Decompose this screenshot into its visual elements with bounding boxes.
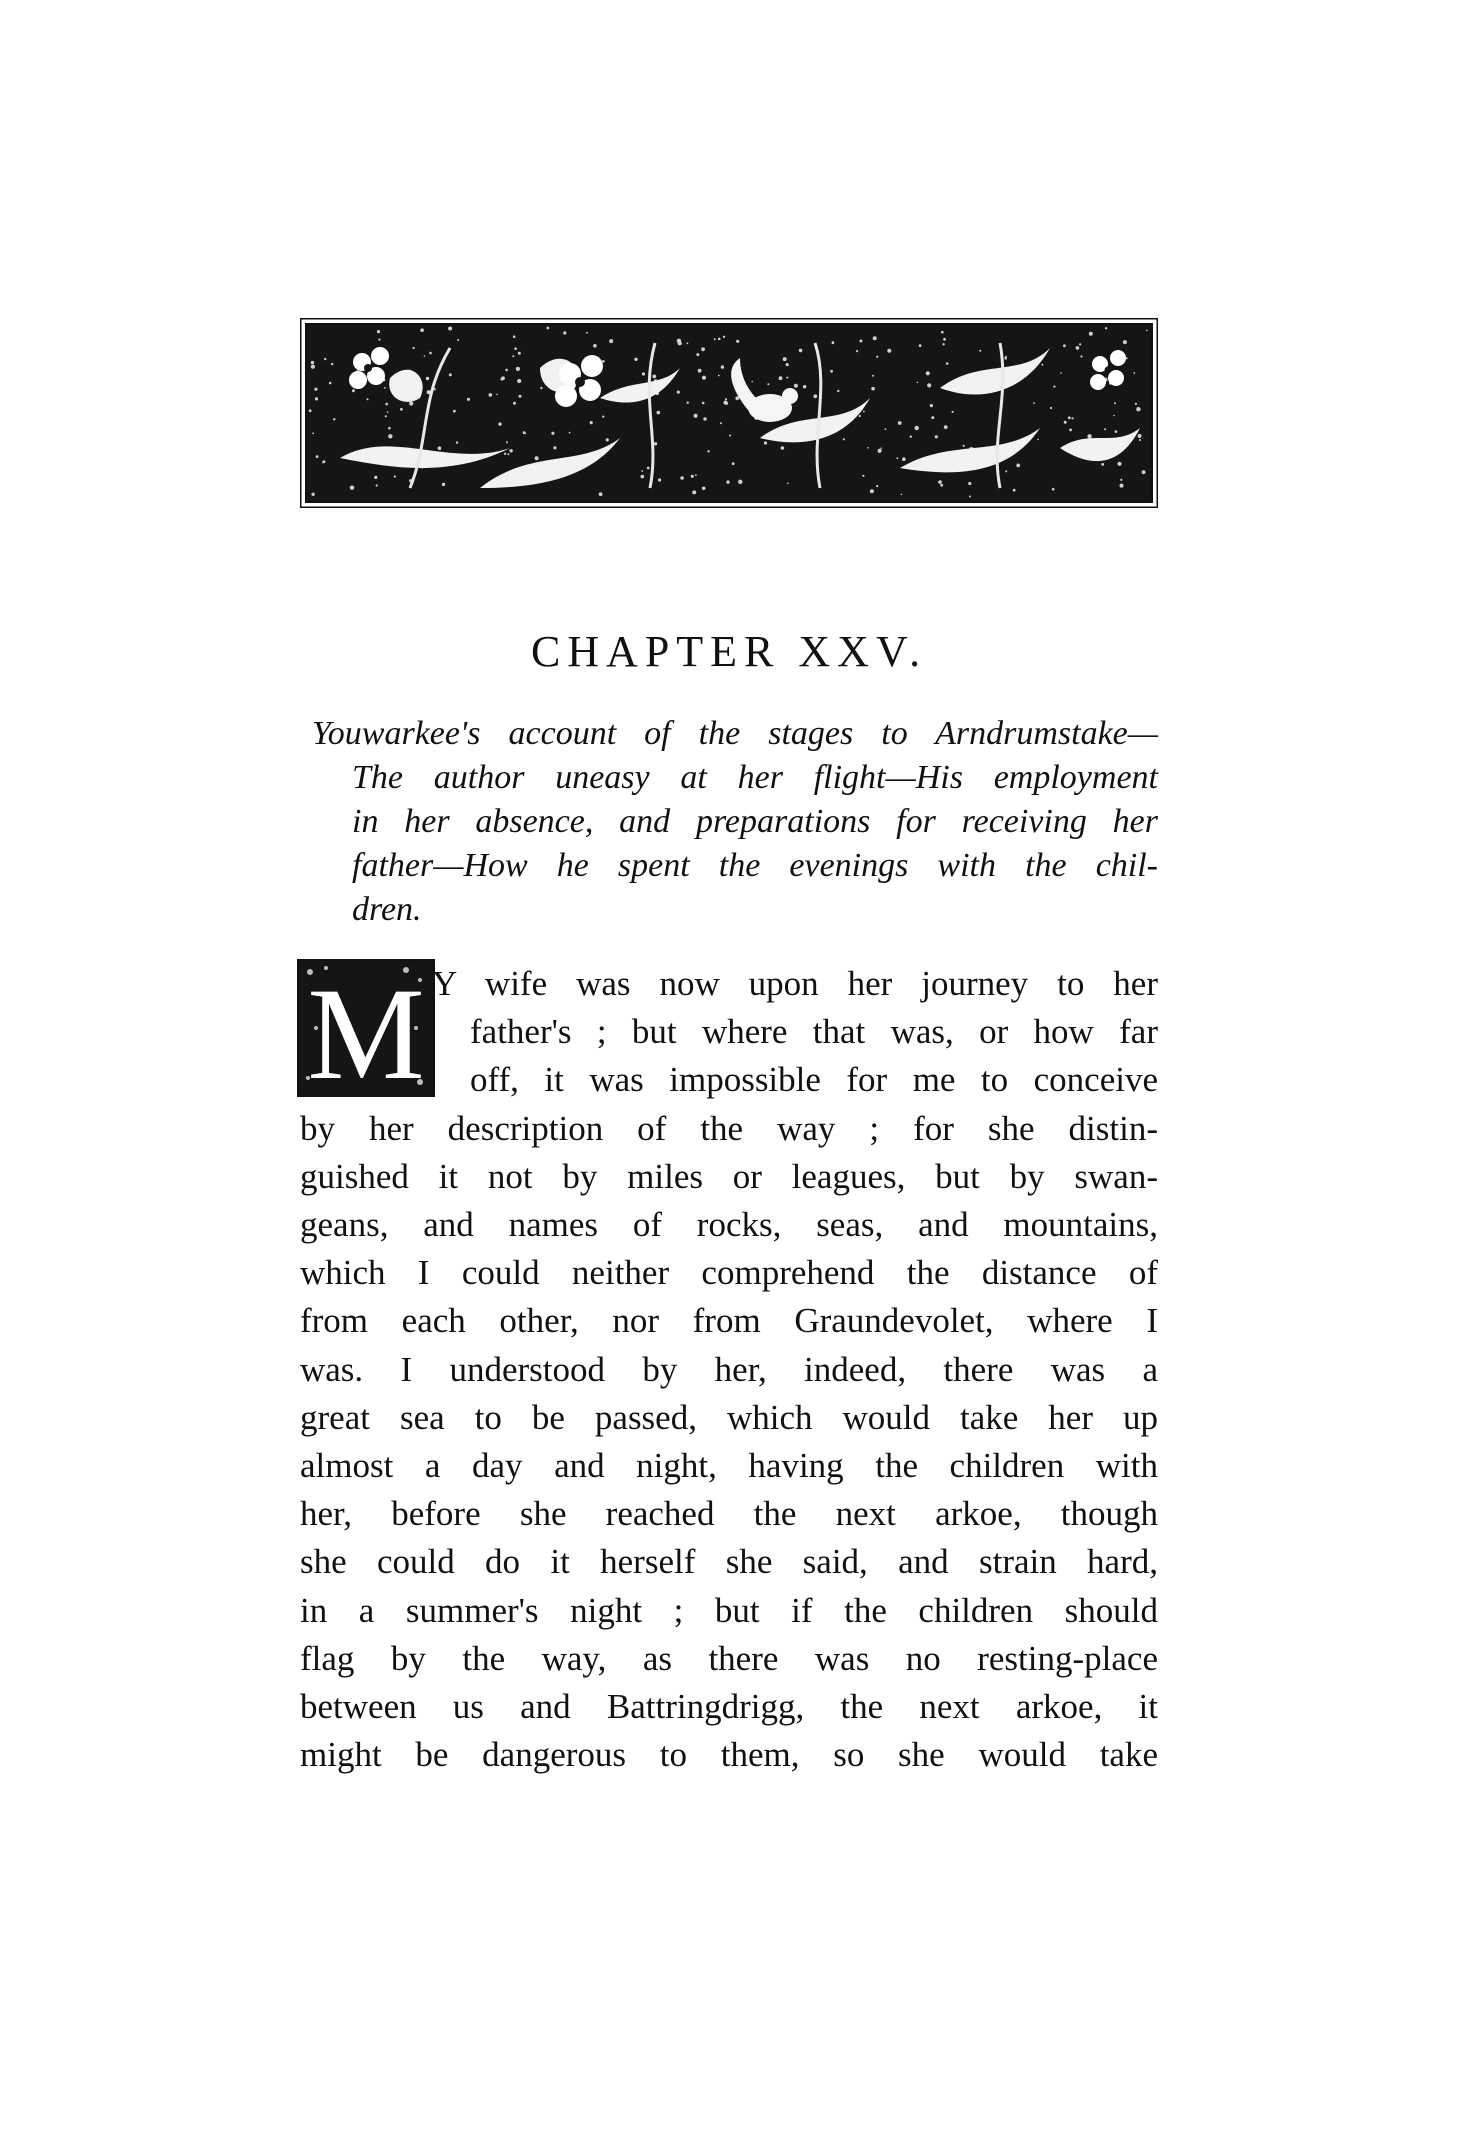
body-line: was. I understood by her, indeed, there was a — [300, 1349, 1158, 1389]
body-paragraph — [300, 960, 1158, 1779]
synopsis-line: The author uneasy at her flight—His employment — [352, 759, 1158, 796]
body-line: in a summer's night ; but if the children should — [300, 1590, 1158, 1630]
floral-headpiece-ornament — [300, 318, 1158, 508]
chapter-synopsis — [312, 712, 1158, 932]
synopsis-line: Youwarkee's account of the stages to Arndrumstake— — [312, 715, 1158, 752]
body-line: great sea to be passed, which would take her up — [300, 1397, 1158, 1437]
synopsis-line: father—How he spent the evenings with the chil- — [352, 847, 1158, 884]
body-line: which I could neither comprehend the distance of — [300, 1253, 1158, 1293]
synopsis-line: dren. — [352, 891, 422, 928]
body-line: almost a day and night, having the children with — [300, 1446, 1158, 1486]
body-line: her, before she reached the next arkoe, though — [300, 1494, 1158, 1534]
body-line: Y wife was now upon her journey to her — [432, 964, 1158, 1003]
chapter-title: CHAPTER XXV. — [530, 627, 928, 676]
body-line: she could do it herself she said, and strain hard, — [300, 1542, 1158, 1582]
body-line: guished it not by miles or leagues, but by swan- — [300, 1156, 1158, 1196]
body-line: off, it was impossible for me to conceive — [470, 1060, 1158, 1100]
body-line: might be dangerous to them, so she would take — [300, 1735, 1158, 1775]
body-line: between us and Battringdrigg, the next arkoe, it — [300, 1687, 1158, 1727]
drop-cap-letter: M — [307, 960, 425, 1098]
body-line: father's ; but where that was, or how far — [470, 1012, 1158, 1052]
body-line: from each other, nor from Graundevolet, where I — [300, 1301, 1158, 1341]
body-line: flag by the way, as there was no resting-place — [300, 1638, 1158, 1678]
body-line: geans, and names of rocks, seas, and mountains, — [300, 1205, 1158, 1245]
synopsis-line: in her absence, and preparations for receiving her — [352, 803, 1158, 840]
body-line: by her description of the way ; for she distin- — [300, 1108, 1158, 1148]
